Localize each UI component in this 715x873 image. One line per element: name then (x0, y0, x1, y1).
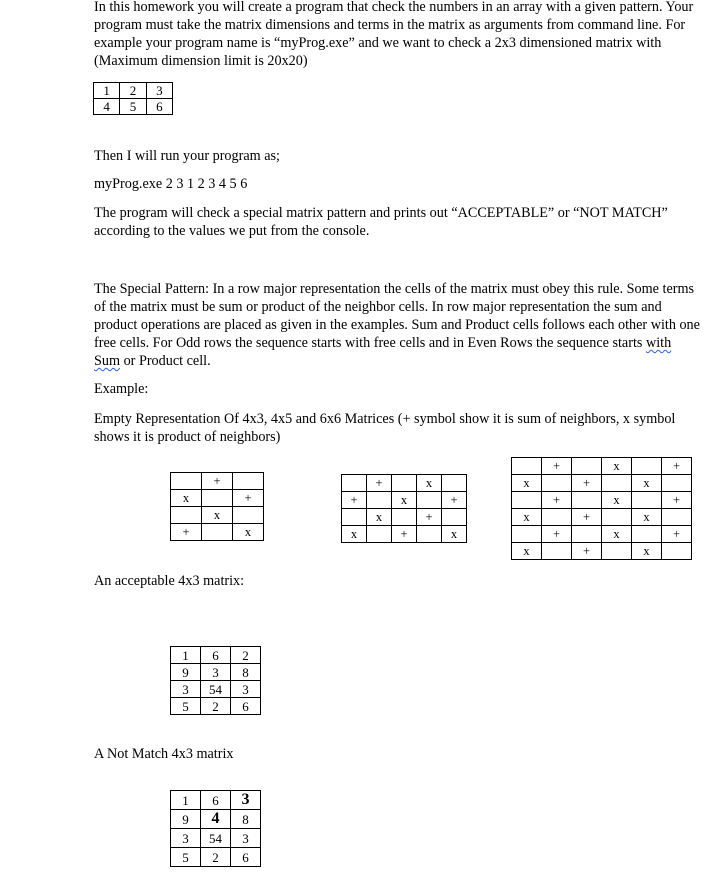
notmatch-label: A Not Match 4x3 matrix (94, 746, 234, 762)
matrix-cell: x (171, 490, 202, 507)
pattern-4x3-table (170, 472, 264, 541)
spellcheck-mark: Sum (94, 353, 121, 369)
matrix-cell (342, 509, 367, 526)
matrix-cell: x (602, 492, 632, 509)
pattern-line: free cells. For Odd rows the sequence starts with free cells and in Even Rows the sequence starts with (94, 335, 672, 351)
matrix-cell (512, 492, 542, 509)
matrix-cell: 5 (171, 848, 201, 867)
matrix-cell: 6 (146, 99, 172, 115)
matrix-cell: + (662, 526, 692, 543)
table-row (512, 526, 692, 543)
matrix-cell: 4 (94, 99, 120, 115)
matrix-cell (662, 509, 692, 526)
matrix-cell: x (342, 526, 367, 543)
matrix-cell: 6 (201, 647, 231, 664)
intro-line: In this homework you will create a program that check the numbers in an array with a given pattern. Your (94, 0, 694, 15)
pattern-line: Sum or Product cell. (94, 353, 211, 369)
table-row (512, 509, 692, 526)
table-row (512, 458, 692, 475)
matrix-cell: 6 (231, 848, 261, 867)
matrix-cell: x (512, 509, 542, 526)
matrix-cell: 8 (231, 810, 261, 829)
matrix-cell: + (417, 509, 442, 526)
table-row (342, 492, 467, 509)
matrix-cell: 5 (120, 99, 146, 115)
matrix-cell (572, 492, 602, 509)
matrix-cell: x (417, 475, 442, 492)
spellcheck-mark: with (645, 335, 672, 351)
matrix-cell (632, 492, 662, 509)
matrix-cell: + (572, 543, 602, 560)
matrix-cell: 2 (231, 647, 261, 664)
table-row (171, 848, 261, 867)
matrix-cell: x (202, 507, 233, 524)
check-line: according to the values we put from the console. (94, 223, 370, 239)
matrix-cell: 54 (201, 681, 231, 698)
example-label: Example: (94, 381, 149, 397)
matrix-cell (233, 507, 264, 524)
acceptable-matrix-table (170, 646, 261, 715)
matrix-cell (662, 475, 692, 492)
matrix-cell: x (512, 475, 542, 492)
table-row (512, 543, 692, 560)
table-row (171, 810, 261, 829)
run-text: Then I will run your program as; (94, 148, 280, 164)
table-row (171, 524, 264, 541)
matrix-cell: 1 (171, 647, 201, 664)
matrix-cell: 54 (201, 829, 231, 848)
matrix-cell: 3 (146, 83, 172, 99)
matrix-cell: 1 (171, 791, 201, 810)
matrix-cell (342, 475, 367, 492)
matrix-cell (233, 473, 264, 490)
matrix-cell: + (342, 492, 367, 509)
matrix-cell: 1 (94, 83, 120, 99)
matrix-cell (417, 492, 442, 509)
table-row (171, 698, 261, 715)
matrix-cell: + (442, 492, 467, 509)
check-line: The program will check a special matrix pattern and prints out “ACCEPTABLE” or “NOT MATCH” (94, 205, 668, 221)
matrix-cell: 2 (201, 848, 231, 867)
table-row (171, 490, 264, 507)
table-row (171, 681, 261, 698)
table-row (342, 526, 467, 543)
table-row (171, 664, 261, 681)
matrix-cell (171, 473, 202, 490)
matrix-cell: + (572, 509, 602, 526)
pattern-line: The Special Pattern: In a row major representation the cells of the matrix must obey this rule. Some terms (94, 281, 695, 297)
matrix-cell: 6 (231, 698, 261, 715)
matrix-cell: 9 (171, 810, 201, 829)
matrix-cell (542, 543, 572, 560)
matrix-cell: + (662, 492, 692, 509)
matrix-cell: 6 (201, 791, 231, 810)
matrix-cell (512, 458, 542, 475)
matrix-cell: 2 (120, 83, 146, 99)
notmatch-matrix-table (170, 790, 261, 867)
matrix-cell (442, 475, 467, 492)
table-row (171, 829, 261, 848)
empty-rep-line: Empty Representation Of 4x3, 4x5 and 6x6 Matrices (+ symbol show it is sum of neighbors, x symbol (94, 411, 676, 427)
matrix-cell: x (233, 524, 264, 541)
empty-rep-paragraph (94, 410, 715, 446)
pattern-paragraph (94, 280, 715, 370)
matrix-cell (572, 526, 602, 543)
matrix-cell (392, 475, 417, 492)
matrix-cell: + (367, 475, 392, 492)
matrix-cell: 8 (231, 664, 261, 681)
matrix-cell (602, 475, 632, 492)
matrix-cell (572, 458, 602, 475)
table-row (171, 507, 264, 524)
example-matrix-table (93, 82, 173, 115)
matrix-cell (367, 492, 392, 509)
matrix-cell: x (512, 543, 542, 560)
matrix-cell: 9 (171, 664, 201, 681)
table-row (171, 791, 261, 810)
intro-line: program must take the matrix dimensions and terms in the matrix as arguments from command line. For (94, 17, 686, 33)
pattern-line: product operations are placed as given in the examples. Sum and Product cells follows each other with one (94, 317, 700, 333)
matrix-cell: x (442, 526, 467, 543)
pattern-line: of the matrix must be sum or product of the neighbor cells. In row major representation the sum and (94, 299, 662, 315)
matrix-cell: x (632, 475, 662, 492)
matrix-cell: 3 (201, 664, 231, 681)
matrix-cell (602, 543, 632, 560)
acceptable-label: An acceptable 4x3 matrix: (94, 573, 245, 589)
table-row (512, 475, 692, 492)
command-line: myProg.exe 2 3 1 2 3 4 5 6 (94, 176, 248, 192)
matrix-cell: 3 (231, 829, 261, 848)
table-row (94, 83, 173, 99)
matrix-cell: + (392, 526, 417, 543)
matrix-cell (171, 507, 202, 524)
matrix-cell: + (542, 492, 572, 509)
matrix-cell: + (572, 475, 602, 492)
matrix-cell (392, 509, 417, 526)
table-row (342, 475, 467, 492)
matrix-cell (202, 490, 233, 507)
empty-rep-line: shows it is product of neighbors) (94, 429, 281, 445)
matrix-cell (512, 526, 542, 543)
table-row (171, 473, 264, 490)
matrix-cell (632, 458, 662, 475)
matrix-cell (542, 475, 572, 492)
pattern-6x6-table (511, 457, 692, 560)
matrix-cell: + (233, 490, 264, 507)
table-row (512, 492, 692, 509)
table-row (171, 647, 261, 664)
matrix-cell: 3 (171, 681, 201, 698)
matrix-cell: x (392, 492, 417, 509)
matrix-cell: 3 (231, 791, 261, 810)
matrix-cell: + (542, 458, 572, 475)
matrix-cell: x (632, 509, 662, 526)
intro-line: example your program name is “myProg.exe” and we want to check a 2x3 dimensioned matrix with (94, 35, 662, 51)
matrix-cell: x (602, 526, 632, 543)
intro-paragraph (94, 0, 715, 70)
matrix-cell: + (542, 526, 572, 543)
matrix-cell (417, 526, 442, 543)
matrix-cell: + (662, 458, 692, 475)
table-row (342, 509, 467, 526)
intro-line: (Maximum dimension limit is 20x20) (94, 53, 308, 69)
matrix-cell: 4 (201, 810, 231, 829)
matrix-cell: 5 (171, 698, 201, 715)
matrix-cell: x (367, 509, 392, 526)
matrix-cell: 3 (231, 681, 261, 698)
matrix-cell (442, 509, 467, 526)
matrix-cell: x (602, 458, 632, 475)
pattern-4x5-table (341, 474, 467, 543)
matrix-cell (662, 543, 692, 560)
matrix-cell: 3 (171, 829, 201, 848)
matrix-cell: + (202, 473, 233, 490)
matrix-cell (632, 526, 662, 543)
check-paragraph (94, 204, 715, 240)
matrix-cell: + (171, 524, 202, 541)
matrix-cell (367, 526, 392, 543)
matrix-cell: x (632, 543, 662, 560)
matrix-cell (202, 524, 233, 541)
matrix-cell: 2 (201, 698, 231, 715)
matrix-cell (602, 509, 632, 526)
table-row (94, 99, 173, 115)
matrix-cell (542, 509, 572, 526)
